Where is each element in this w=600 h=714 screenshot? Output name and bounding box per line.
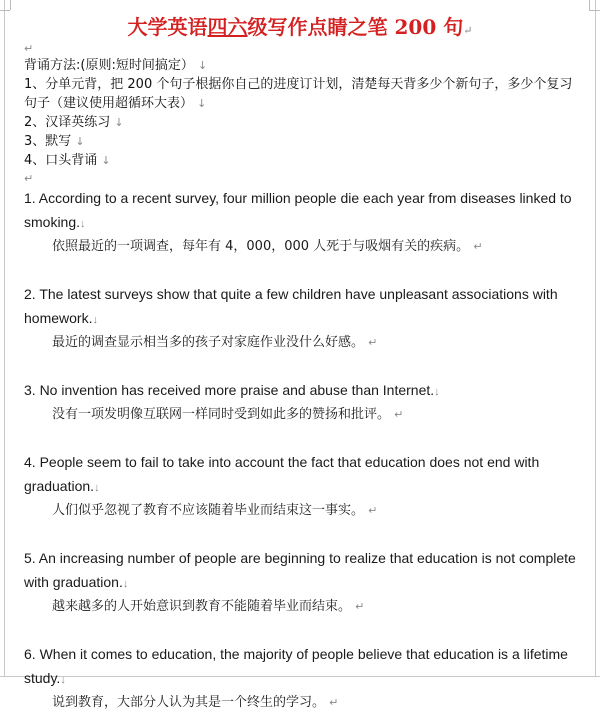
blank-line [24,258,576,282]
english-sentence: 1. According to a recent survey, four million people die each year from diseases linked to smoking.↓ [24,190,572,230]
chinese-translation: 依照最近的一项调查，每年有 4，000，000 人死于与吸烟有关的疾病。 ↵ [52,239,483,254]
title-part-1: 大学英语 [127,15,208,39]
right-margin-line [595,0,596,677]
sentence-item [24,642,576,714]
crop-mark [10,0,11,10]
paragraph-mark: ↵ [24,42,34,55]
document-title [24,12,576,42]
chinese-translation: 人们似乎忽视了教育不应该随着毕业而结束这一事实。 ↵ [52,503,378,518]
method-section [24,56,576,170]
chinese-translation: 说到教育，大部分人认为其是一个终生的学习。 ↵ [52,695,339,710]
crop-mark [589,0,590,10]
blank-line [24,522,576,546]
left-margin-line [4,0,5,677]
crop-mark [589,10,600,11]
method-heading: 背诵方法:(原则:短时间搞定） ↓ [24,58,208,73]
english-sentence: 5. An increasing number of people are beginning to realize that education is not complete with graduation.↓ [24,550,576,590]
english-sentence: 2. The latest surveys show that quite a few children have unpleasant associations with homework.↓ [24,286,558,326]
document-page[interactable] [24,12,576,714]
english-sentence: 3. No invention has received more praise and abuse than Internet.↓ [24,382,440,398]
english-sentence: 6. When it comes to education, the majority of people believe that education is a lifetime study.↓ [24,646,568,686]
blank-line [24,426,576,450]
blank-line [24,354,576,378]
chinese-translation: 最近的调查显示相当多的孩子对家庭作业没什么好感。 ↵ [52,335,378,350]
sentence-item [24,186,576,258]
paragraph-mark: ↵ [24,172,34,185]
chinese-translation: 没有一项发明像互联网一样同时受到如此多的赞扬和批评。 ↵ [52,407,404,422]
sentence-item [24,546,576,618]
title-part-3: 级写作点睛之笔 200 句 [247,15,464,39]
method-step: 3、默写 ↓ [24,134,85,149]
blank-line [24,618,576,642]
method-step: 1、分单元背，把 200 个句子根据你自己的进度订计划，清楚每天背多少个新句子，多少个复习句子（建议使用超循环大表） ↓ [24,77,573,111]
english-sentence: 4. People seem to fail to take into account the fact that education does not end with graduation.↓ [24,454,540,494]
chinese-translation: 越来越多的人开始意识到教育不能随着毕业而结束。 ↵ [52,599,365,614]
title-part-2: 四六 [207,15,248,39]
crop-mark [0,10,10,11]
paragraph-mark: ↵ [463,24,473,37]
sentence-item [24,450,576,522]
sentence-item [24,378,576,426]
method-step: 4、口头背诵 ↓ [24,153,111,168]
method-step: 2、汉译英练习 ↓ [24,115,124,130]
sentence-item [24,282,576,354]
